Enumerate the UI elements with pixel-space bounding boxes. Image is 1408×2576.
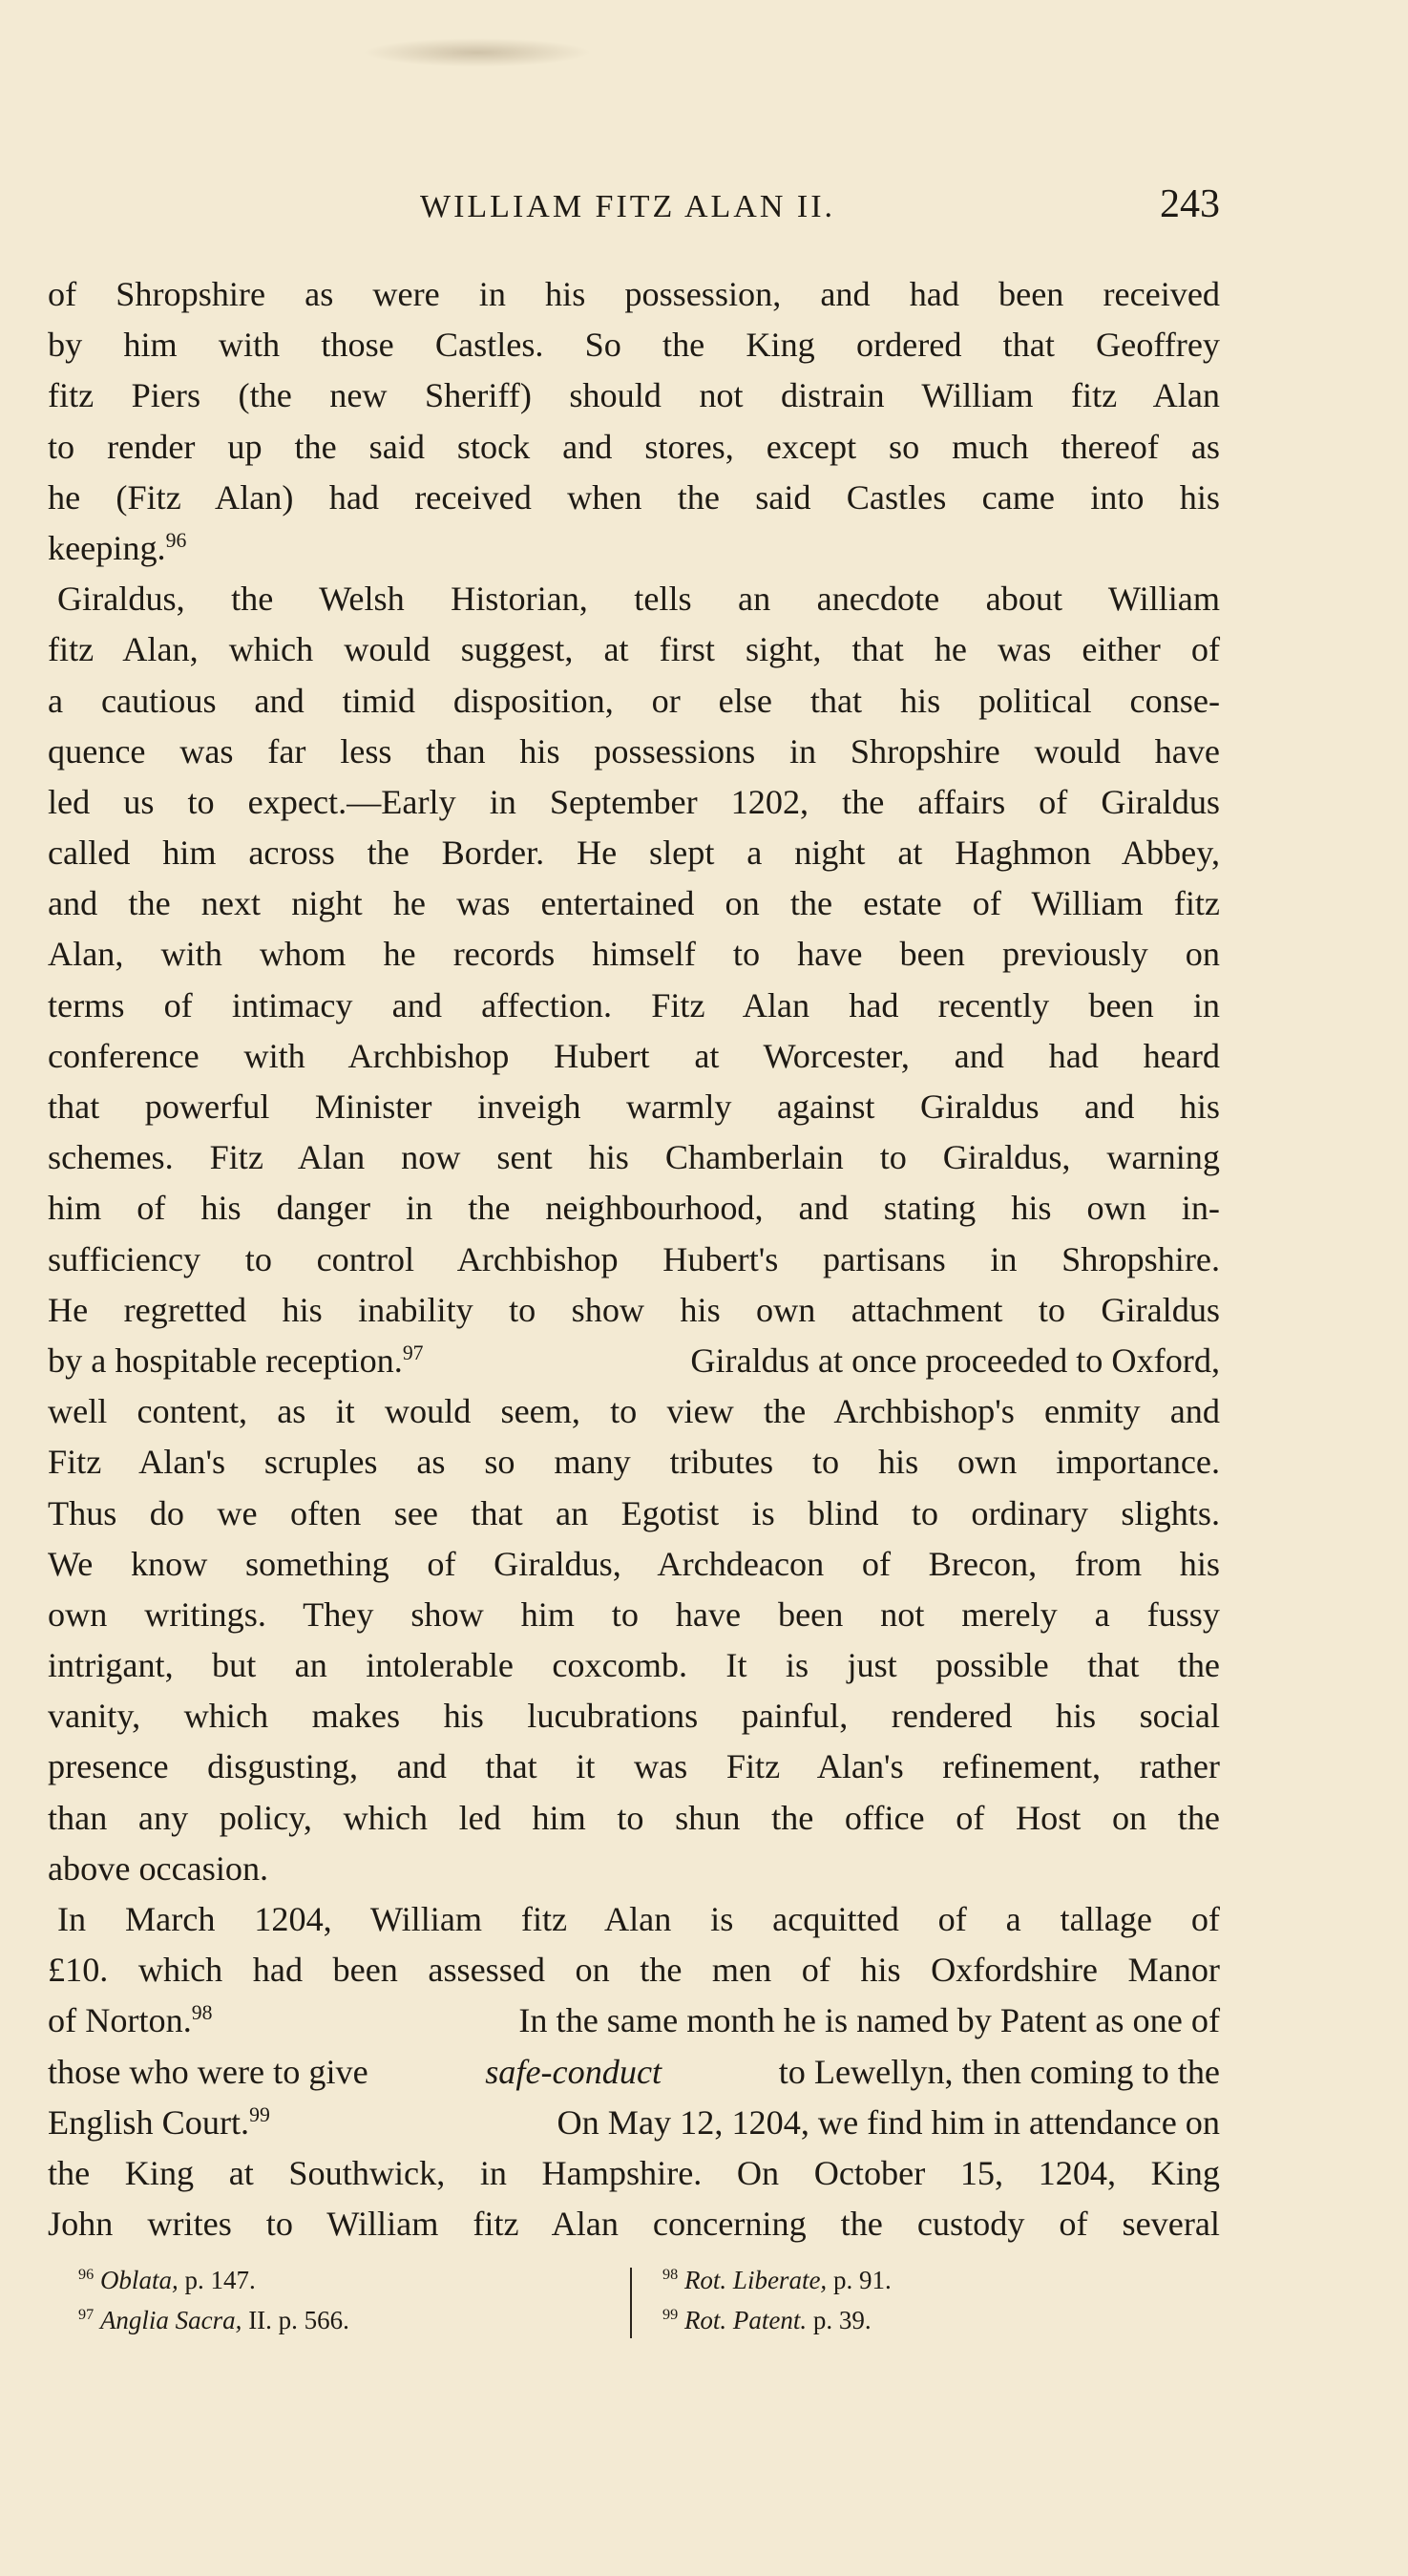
text-line: a cautious and timid disposition, or else that his political conse- xyxy=(48,681,1220,720)
page-header xyxy=(48,181,1220,239)
text-line: presence disgusting, and that it was Fitz Alan's refinement, rather xyxy=(48,1747,1220,1786)
text-line: to render up the said stock and stores, except so much thereof as xyxy=(48,427,1220,466)
text-line: fitz Piers (the new Sheriff) should not distrain William fitz Alan xyxy=(48,376,1220,415)
footnotes-right xyxy=(662,2260,1121,2340)
text-line: terms of intimacy and affection. Fitz Alan had recently been in xyxy=(48,985,1220,1024)
text-line: Fitz Alan's scruples as so many tributes to his own importance. xyxy=(48,1443,1220,1482)
text-line: Alan, with whom he records himself to have been previously on xyxy=(48,935,1220,974)
text-line: of Norton.$^{98}$ In the same month he is named by Patent as one of xyxy=(48,2001,1220,2040)
footnote: $^{96}$ Oblata, p. 147. xyxy=(78,2266,256,2294)
paper-stain xyxy=(363,38,592,67)
footnotes-left xyxy=(78,2260,613,2340)
text-line: Thus do we often see that an Egotist is blind to ordinary slights. xyxy=(48,1493,1220,1532)
text-line: conference with Archbishop Hubert at Worcester, and had heard xyxy=(48,1036,1220,1075)
text-line: and the next night he was entertained on the estate of William fitz xyxy=(48,884,1220,923)
footnote-ref: 97 xyxy=(402,1341,424,1364)
emphasis: safe-conduct xyxy=(485,2052,662,2091)
text-line: those who were to give safe-conduct to Lewellyn, then coming to the xyxy=(48,2047,1220,2098)
text-line: he (Fitz Alan) had received when the said Castles came into his xyxy=(48,477,1220,517)
text-line: John writes to William fitz Alan concerning the custody of several xyxy=(48,2205,1220,2244)
text-line: keeping.$^{96}$ xyxy=(48,528,187,567)
footnote: $^{98}$ Rot. Liberate, p. 91. xyxy=(662,2266,892,2294)
text-line: led us to expect.—Early in September 1202, the affairs of Giraldus xyxy=(48,782,1220,821)
text-line: In March 1204, William fitz Alan is acquitted of a tallage of xyxy=(57,1900,1220,1938)
text-line: of Shropshire as were in his possession, and had been received xyxy=(48,275,1220,313)
text-line: the King at Southwick, in Hampshire. On October 15, 1204, King xyxy=(48,2153,1220,2192)
text-line: above occasion. xyxy=(48,1848,269,1888)
text-line: Giraldus, the Welsh Historian, tells an anecdote about William xyxy=(57,580,1220,619)
text-line: that powerful Minister inveigh warmly against Giraldus and his xyxy=(48,1087,1220,1126)
text-line: than any policy, which led him to shun the office of Host on the xyxy=(48,1798,1220,1837)
text-line: schemes. Fitz Alan now sent his Chamberlain to Giraldus, warning xyxy=(48,1138,1220,1177)
text-line: him of his danger in the neighbourhood, and stating his own in- xyxy=(48,1189,1220,1228)
text-line: quence was far less than his possessions in Shropshire would have xyxy=(48,731,1220,771)
footnote-divider xyxy=(630,2268,632,2338)
footnote-ref: 98 xyxy=(191,2001,213,2025)
text-line: English Court.$^{99}$ On May 12, 1204, we find him in attendance on xyxy=(48,2102,1220,2142)
text-line: intrigant, but an intolerable coxcomb. It is just possible that the xyxy=(48,1646,1220,1685)
text-line: well content, as it would seem, to view the Archbishop's enmity and xyxy=(48,1392,1220,1431)
text-line: own writings. They show him to have been not merely a fussy xyxy=(48,1594,1220,1634)
text-line: by a hospitable reception.$^{97}$ Giraldus at once proceeded to Oxford, xyxy=(48,1341,1220,1380)
footnote: $^{99}$ Rot. Patent. p. 39. xyxy=(662,2306,872,2334)
footnote-ref: 96 xyxy=(165,528,187,552)
body-text xyxy=(48,269,1220,2249)
text-line: £10. which had been assessed on the men of his Oxfordshire Manor xyxy=(48,1951,1220,1990)
text-line: sufficiency to control Archbishop Hubert's partisans in Shropshire. xyxy=(48,1239,1220,1278)
running-title: WILLIAM FITZ ALAN II. xyxy=(420,189,836,224)
footnote-ref: 99 xyxy=(249,2102,270,2126)
text-line: He regretted his inability to show his own attachment to Giraldus xyxy=(48,1290,1220,1329)
text-line: vanity, which makes his lucubrations painful, rendered his social xyxy=(48,1697,1220,1736)
text-line: called him across the Border. He slept a night at Haghmon Abbey, xyxy=(48,834,1220,873)
page-number: 243 xyxy=(1160,182,1220,226)
text-line: fitz Alan, which would suggest, at first sight, that he was either of xyxy=(48,630,1220,669)
text-line: We know something of Giraldus, Archdeacon of Brecon, from his xyxy=(48,1544,1220,1583)
text-line: by him with those Castles. So the King ordered that Geoffrey xyxy=(48,326,1220,365)
footnote: $^{97}$ Anglia Sacra, II. p. 566. xyxy=(78,2306,349,2334)
